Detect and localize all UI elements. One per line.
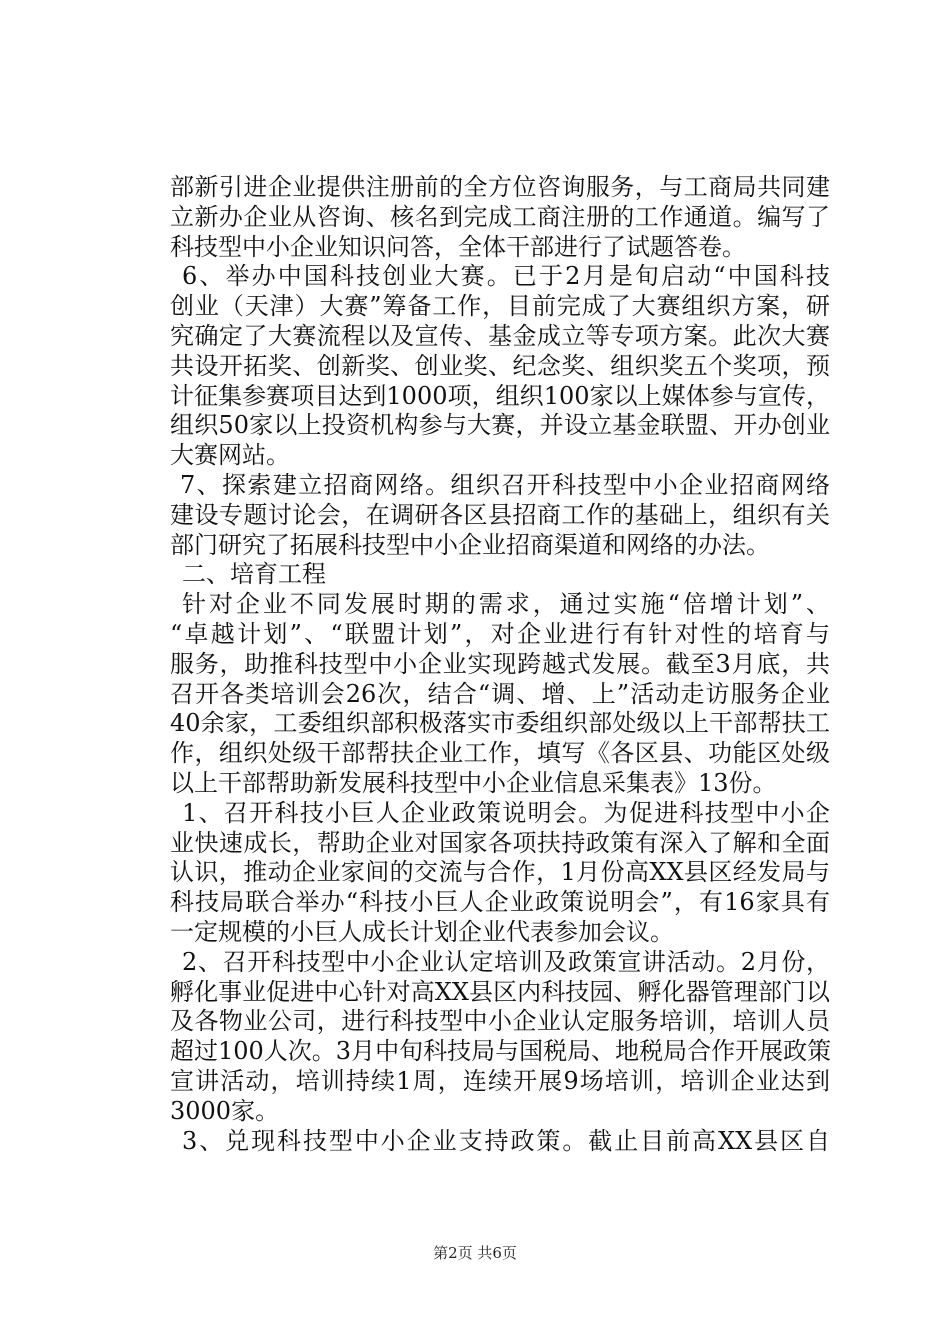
text-line: 以上干部帮助新发展科技型中小企业信息采集表》13份。 (170, 768, 777, 797)
page-footer (0, 1243, 950, 1263)
text-line: 创业（天津）大赛”筹备工作，目前完成了大赛组织方案，研 (170, 292, 830, 321)
paragraph-start-line: 6、举办中国科技创业大赛。已于2月是旬启动“中国科技 (182, 262, 830, 291)
text-line: 孵化事业促进中心针对高XX县区内科技园、孵化器管理部门以 (170, 977, 830, 1006)
text-line: 业快速成长，帮助企业对国家各项扶持政策有深入了解和全面 (170, 828, 830, 857)
text-line: 科技局联合举办“科技小巨人企业政策说明会”，有16家具有 (170, 888, 830, 917)
text-line: 部新引进企业提供注册前的全方位咨询服务，与工商局共同建 (170, 173, 830, 201)
text-line: 超过100人次。3月中旬科技局与国税局、地税局合作开展政策 (170, 1037, 832, 1066)
page-number-label: 第2页 共6页 (433, 1244, 517, 1262)
text-line: 计征集参赛项目达到1000项，组织100家以上媒体参与宣传， (170, 381, 830, 410)
text-line: 科技型中小企业知识问答，全体干部进行了试题答卷。 (170, 232, 746, 261)
section-heading: 二、培育工程 (182, 560, 326, 589)
document-body (170, 173, 830, 1156)
text-line: 3000家。 (170, 1096, 280, 1125)
text-line: 部门研究了拓展科技型中小企业招商渠道和网络的办法。 (170, 530, 770, 559)
text-line: 建设专题讨论会，在调研各区县招商工作的基础上，组织有关 (170, 500, 830, 529)
text-line: 宣讲活动，培训持续1周，连续开展9场培训，培训企业达到 (170, 1066, 830, 1095)
paragraph-start-line: 针对企业不同发展时期的需求，通过实施“倍增计划”、 (182, 590, 830, 619)
paragraph-start-line: 3、兑现科技型中小企业支持政策。截止目前高XX县区自 (182, 1126, 830, 1155)
text-line: 认识，推动企业家间的交流与合作，1月份高XX县区经发局与 (170, 858, 830, 887)
paragraph-start-line: 1、召开科技小巨人企业政策说明会。为促进科技型中小企 (182, 798, 830, 827)
text-line: 共设开拓奖、创新奖、创业奖、纪念奖、组织奖五个奖项，预 (170, 351, 830, 380)
text-line: 召开各类培训会26次，结合“调、增、上”活动走访服务企业 (170, 679, 830, 708)
text-line: “卓越计划”、“联盟计划”，对企业进行有针对性的培育与 (170, 619, 830, 648)
paragraph-start-line: 2、召开科技型中小企业认定培训及政策宣讲活动。2月份， (182, 947, 830, 976)
text-line: 立新办企业从咨询、核名到完成工商注册的工作通道。编写了 (170, 202, 830, 231)
text-line: 40余家，工委组织部积极落实市委组织部处级以上干部帮扶工 (170, 709, 830, 738)
paragraph-start-line: 7、探索建立招商网络。组织召开科技型中小企业招商网络 (180, 470, 830, 499)
text-line: 作，组织处级干部帮扶企业工作，填写《各区县、功能区处级 (170, 739, 830, 768)
text-line: 一定规模的小巨人成长计划企业代表参加会议。 (170, 917, 674, 946)
text-line: 究确定了大赛流程以及宣传、基金成立等专项方案。此次大赛 (170, 321, 830, 350)
text-line: 大赛网站。 (170, 441, 290, 470)
text-line: 组织50家以上投资机构参与大赛，并设立基金联盟、开办创业 (170, 411, 830, 440)
text-line: 及各物业公司，进行科技型中小企业认定服务培训，培训人员 (170, 1007, 830, 1036)
text-line: 服务，助推科技型中小企业实现跨越式发展。截至3月底，共 (170, 649, 830, 678)
